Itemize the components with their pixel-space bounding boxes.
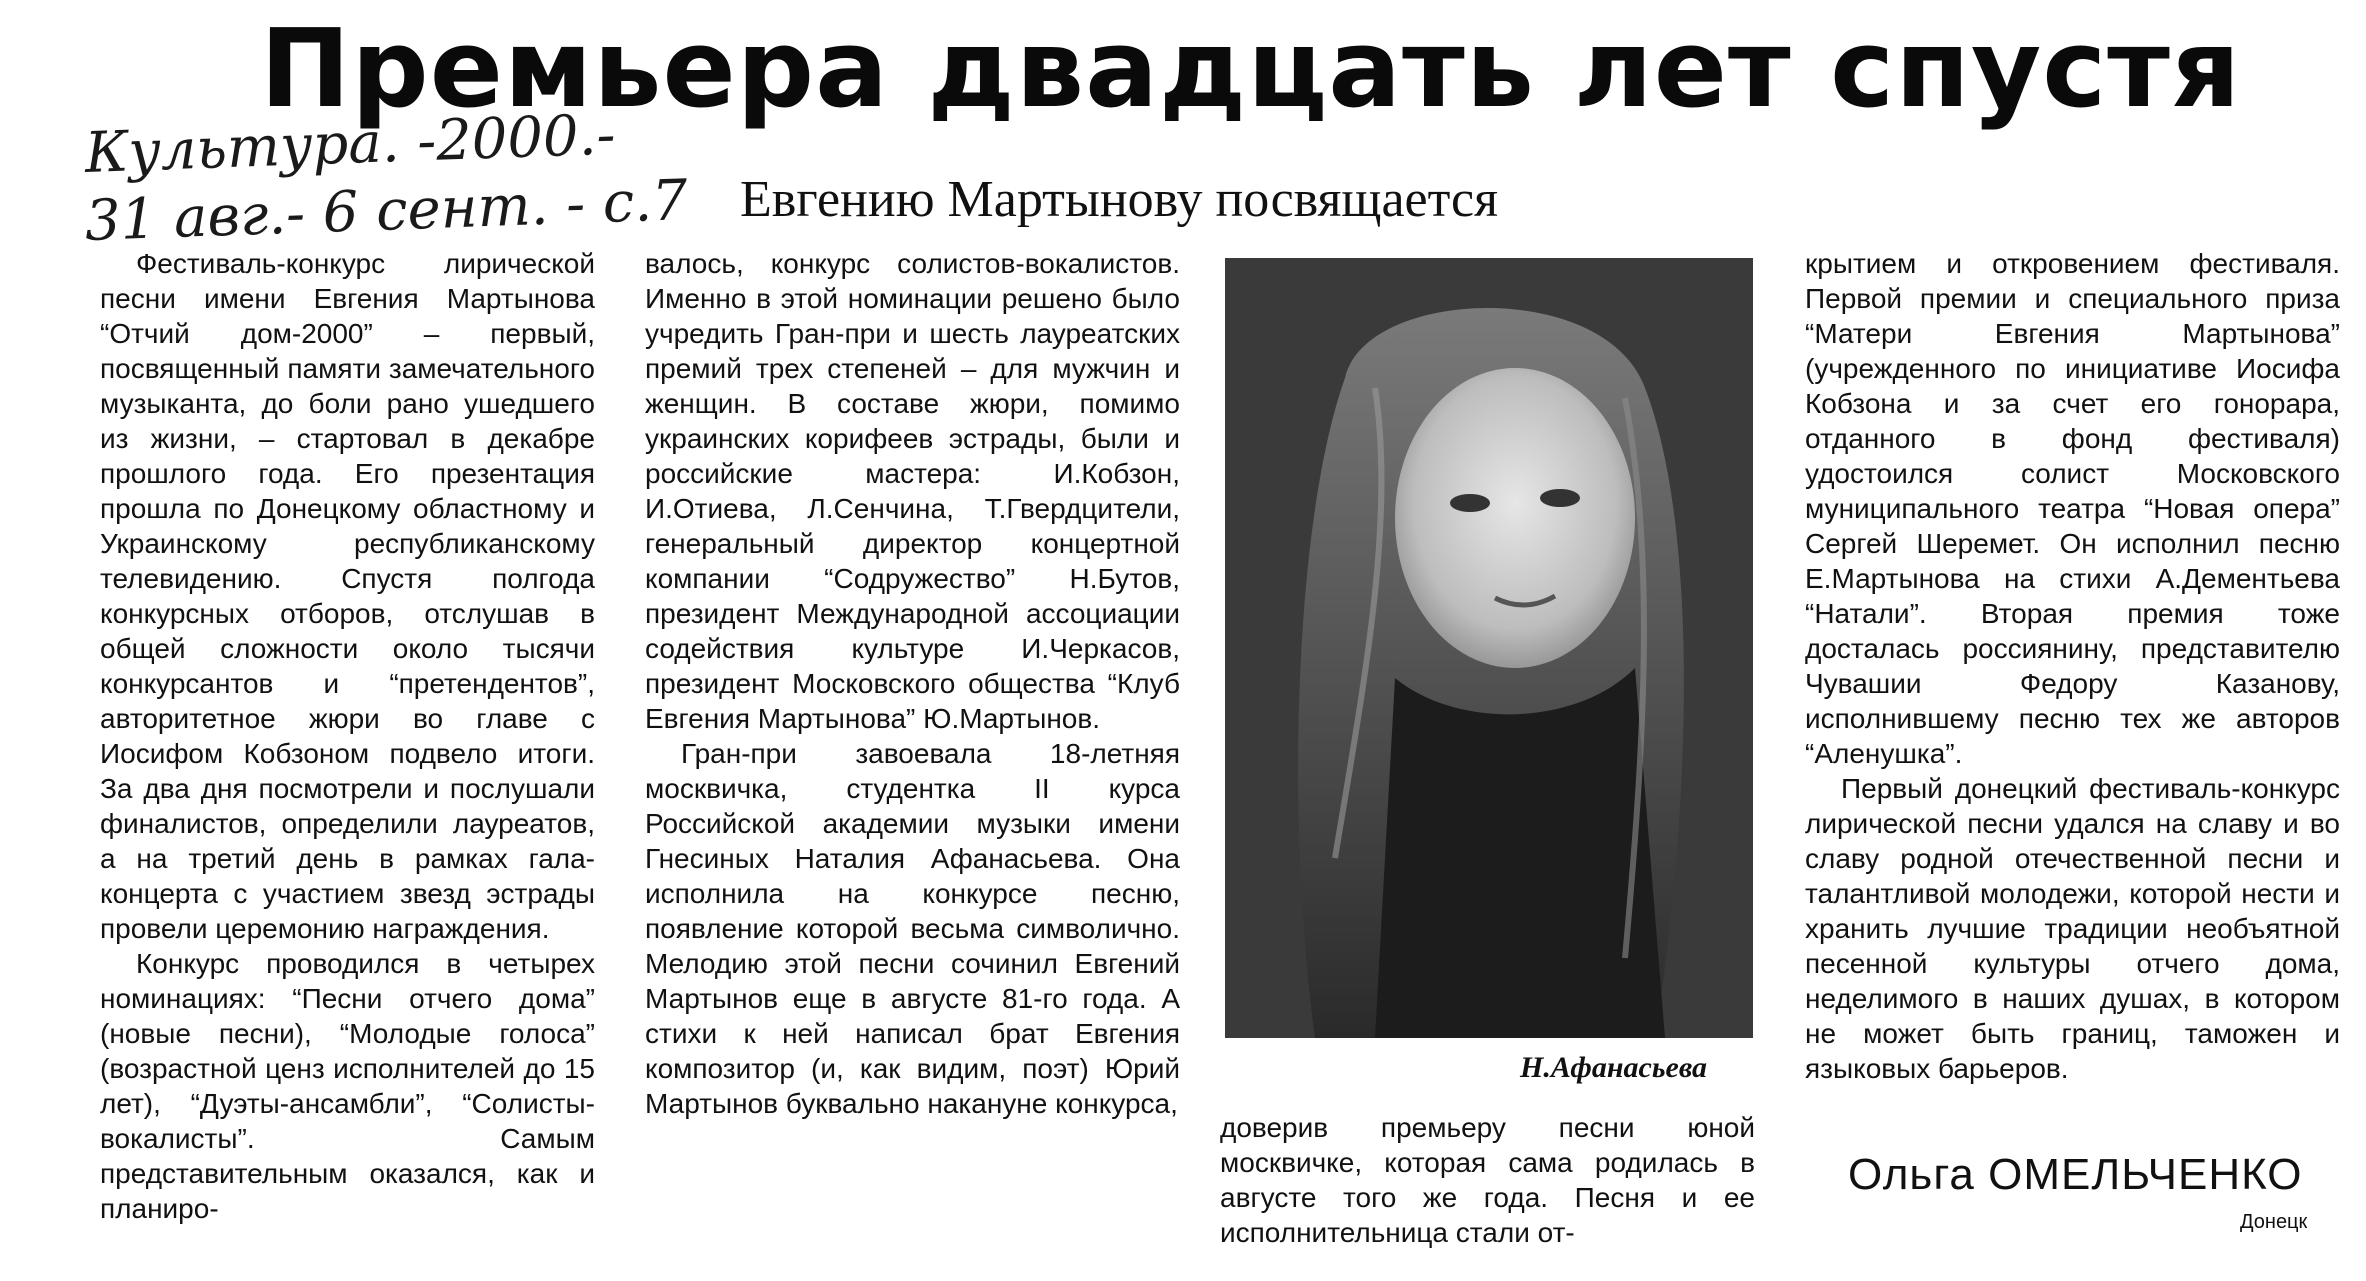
- paragraph: Гран-при завоевала 18-летняя москвичка, студентка II курса Российской академии музыки имени Гнесиных Наталия Афанасьева. Она исполнила на конкурсе песню, появление которой весьма символично. Мелодию этой песни сочинил Евгений Мартынов еще в августе 81-го года. А стихи к ней написал брат Евгения композитор (и, как видим, поэт) Юрий Мартынов буквально накануне конкурса,: [645, 738, 1180, 1119]
- handwritten-note-line1: Культура. -2000.-: [83, 102, 617, 186]
- article-column-4: [1805, 246, 2340, 1086]
- subtitle: Евгению Мартынову посвящается: [740, 171, 1498, 228]
- paragraph: Конкурс проводился в четырех номинациях: “Песни отчего дома” (новые песни), “Молодые голоса” (возрастной ценз исполнителей до 15 лет), “Дуэты-ансамбли”, “Солисты-вокалисты”. Самым представительным оказался, как и планиро-: [100, 948, 595, 1224]
- paragraph: Фестиваль-конкурс лирической песни имени Евгения Мартынова “Отчий дом-2000” – первый, посвященный памяти замечательного музыканта, до боли рано ушедшего из жизни, – стартовал в декабре прошлого года. Его презентация прошла по Донецкому областному и Украинскому республиканскому телевидению. Спустя полгода конкурсных отборов, отслушав в общей сложности около тысячи конкурсантов и “претендентов”, авторитетное жюри во главе с Иосифом Кобзоном подвело итоги. За два дня посмотрели и послушали финалистов, определили лауреатов, а на третий день в рамках гала-концерта с участием звезд эстрады провели церемонию награждения.: [100, 248, 595, 944]
- handwritten-note-line2: 31 авг.- 6 сент. - с.7: [83, 167, 689, 254]
- paragraph: валось, конкурс солистов-вокалистов. Именно в этой номинации решено было учредить Гран-при и шесть лауреатских премий трех степеней – для мужчин и женщин. В составе жюри, помимо украинских корифеев эстрады, были и российские мастера: И.Кобзон, И.Отиева, Л.Сенчина, Т.Гвердцители, генеральный директор концертной компании “Содружество” Н.Бутов, президент Международной ассоциации содействия культуре И.Черкасов, президент Московского общества “Клуб Евгения Мартынова” Ю.Мартынов.: [645, 248, 1180, 734]
- article-column-2: [645, 246, 1180, 1121]
- photo-caption: Н.Афанасьева: [1520, 1051, 1708, 1084]
- article-column-1: [100, 246, 595, 1226]
- paragraph: крытием и откровением фестиваля. Первой премии и специального приза “Матери Евгения Мартынова” (учрежденного по инициативе Иосифа Кобзона и за счет его гонорара, отданного в фонд фестиваля) удостоился солист Московского муниципального театра “Новая опера” Сергей Шеремет. Он исполнил песню Е.Мартынова на стихи А.Дементьева “Натали”. Вторая премия тоже досталась россиянину, представителю Чувашии Федору Казанову, исполнившему песню тех же авторов “Аленушка”.: [1805, 248, 2340, 769]
- headline: Премьера двадцать лет спустя: [260, 7, 2242, 132]
- paragraph: Первый донецкий фестиваль-конкурс лирической песни удался на славу и во славу родной отечественной песни и талантливой молодежи, которой нести и хранить лучшие традиции необъятной песенной культуры отчего дома, неделимого в наших душах, в котором не может быть границ, таможен и языковых барьеров.: [1805, 773, 2340, 1084]
- paragraph: доверив премьеру песни юной москвичке, которая сама родилась в августе того же года. Песня и ее исполнительница стали от-: [1220, 1112, 1755, 1248]
- portrait-illustration: [1225, 258, 1753, 1038]
- handwritten-note: [83, 102, 689, 256]
- author-city: Донецк: [2240, 1211, 2308, 1233]
- portrait-photo: [1225, 258, 1753, 1038]
- article-column-3: [1220, 1110, 1755, 1250]
- author-name: Ольга ОМЕЛЬЧЕНКО: [1848, 1150, 2303, 1199]
